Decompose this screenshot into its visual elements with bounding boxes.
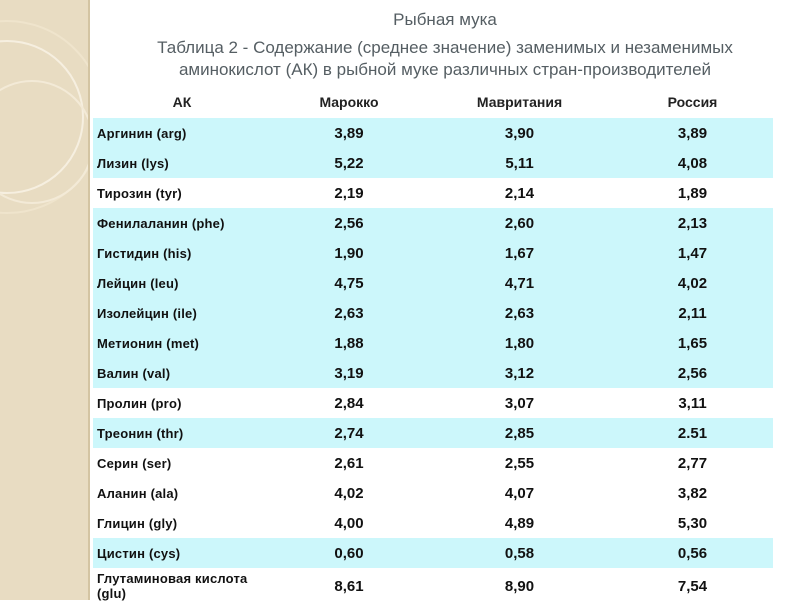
amino-acid-name: Треонин (thr) xyxy=(93,418,271,448)
table-row xyxy=(93,478,773,508)
mauritania-value: 3,12 xyxy=(427,358,612,388)
table-caption-line1: Таблица 2 - Содержание (среднее значение) заменимых и незаменимых xyxy=(157,38,733,57)
russia-value: 4,02 xyxy=(612,268,773,298)
amino-acid-name: Серин (ser) xyxy=(93,448,271,478)
header-mauritania: Мавритания xyxy=(427,86,612,118)
slide-title: Рыбная мука xyxy=(393,10,497,29)
table-row xyxy=(93,268,773,298)
morocco-value: 1,90 xyxy=(271,238,427,268)
table-caption-line2: аминокислот (АК) в рыбной муке различных стран-производителей xyxy=(178,60,712,79)
mauritania-value: 1,67 xyxy=(427,238,612,268)
amino-acid-name: Гистидин (his) xyxy=(93,238,271,268)
table-row xyxy=(93,148,773,178)
table-row xyxy=(93,118,773,148)
table-row xyxy=(93,508,773,538)
morocco-value: 2,61 xyxy=(271,448,427,478)
morocco-value: 3,89 xyxy=(271,118,427,148)
mauritania-value: 2,55 xyxy=(427,448,612,478)
russia-value: 3,82 xyxy=(612,478,773,508)
amino-acid-name: Фенилаланин (phe) xyxy=(93,208,271,238)
mauritania-value: 1,80 xyxy=(427,328,612,358)
amino-acid-name: Тирозин (tyr) xyxy=(93,178,271,208)
morocco-value: 2,56 xyxy=(271,208,427,238)
table-row xyxy=(93,178,773,208)
russia-value: 1,89 xyxy=(612,178,773,208)
table-row xyxy=(93,328,773,358)
amino-acid-name: Изолейцин (ile) xyxy=(93,298,271,328)
table-row xyxy=(93,538,773,568)
mauritania-value: 2,60 xyxy=(427,208,612,238)
table-row xyxy=(93,358,773,388)
header-amino-acid: АК xyxy=(93,86,271,118)
russia-value: 3,89 xyxy=(612,118,773,148)
band-divider xyxy=(88,0,90,600)
amino-acid-name: Цистин (cys) xyxy=(93,538,271,568)
russia-value: 3,11 xyxy=(612,388,773,418)
table-row xyxy=(93,208,773,238)
amino-acid-table xyxy=(93,86,773,604)
morocco-value: 5,22 xyxy=(271,148,427,178)
russia-value: 2,11 xyxy=(612,298,773,328)
amino-acid-name: Пролин (pro) xyxy=(93,388,271,418)
amino-acid-name: Лизин (lys) xyxy=(93,148,271,178)
mauritania-value: 2,14 xyxy=(427,178,612,208)
mauritania-value: 5,11 xyxy=(427,148,612,178)
table-caption xyxy=(90,37,800,81)
mauritania-value: 4,07 xyxy=(427,478,612,508)
mauritania-value: 2,63 xyxy=(427,298,612,328)
morocco-value: 3,19 xyxy=(271,358,427,388)
russia-value: 2,77 xyxy=(612,448,773,478)
header-morocco: Марокко xyxy=(271,86,427,118)
russia-value: 4,08 xyxy=(612,148,773,178)
mauritania-value: 3,07 xyxy=(427,388,612,418)
morocco-value: 1,88 xyxy=(271,328,427,358)
decorative-ring xyxy=(0,80,88,204)
russia-value: 2.51 xyxy=(612,418,773,448)
header-russia: Россия xyxy=(612,86,773,118)
mauritania-value: 4,71 xyxy=(427,268,612,298)
amino-acid-name: Глицин (gly) xyxy=(93,508,271,538)
table-row xyxy=(93,238,773,268)
amino-acid-name: Аланин (ala) xyxy=(93,478,271,508)
table-header-row xyxy=(93,86,773,118)
mauritania-value: 0,58 xyxy=(427,538,612,568)
mauritania-value: 4,89 xyxy=(427,508,612,538)
table-row xyxy=(93,418,773,448)
russia-value: 5,30 xyxy=(612,508,773,538)
table-row xyxy=(93,568,773,604)
table-row xyxy=(93,448,773,478)
morocco-value: 2,19 xyxy=(271,178,427,208)
amino-acid-name: Лейцин (leu) xyxy=(93,268,271,298)
morocco-value: 8,61 xyxy=(271,568,427,604)
mauritania-value: 2,85 xyxy=(427,418,612,448)
mauritania-value: 8,90 xyxy=(427,568,612,604)
morocco-value: 4,02 xyxy=(271,478,427,508)
decorative-side-band xyxy=(0,0,88,600)
table-row xyxy=(93,298,773,328)
russia-value: 2,56 xyxy=(612,358,773,388)
morocco-value: 2,84 xyxy=(271,388,427,418)
morocco-value: 2,74 xyxy=(271,418,427,448)
amino-acid-name: Глутаминовая кислота (glu) xyxy=(93,568,271,604)
morocco-value: 2,63 xyxy=(271,298,427,328)
morocco-value: 4,00 xyxy=(271,508,427,538)
russia-value: 0,56 xyxy=(612,538,773,568)
russia-value: 1,65 xyxy=(612,328,773,358)
amino-acid-name: Валин (val) xyxy=(93,358,271,388)
morocco-value: 0,60 xyxy=(271,538,427,568)
morocco-value: 4,75 xyxy=(271,268,427,298)
russia-value: 1,47 xyxy=(612,238,773,268)
mauritania-value: 3,90 xyxy=(427,118,612,148)
russia-value: 2,13 xyxy=(612,208,773,238)
amino-acid-name: Аргинин (arg) xyxy=(93,118,271,148)
table-row xyxy=(93,388,773,418)
russia-value: 7,54 xyxy=(612,568,773,604)
amino-acid-name: Метионин (met) xyxy=(93,328,271,358)
